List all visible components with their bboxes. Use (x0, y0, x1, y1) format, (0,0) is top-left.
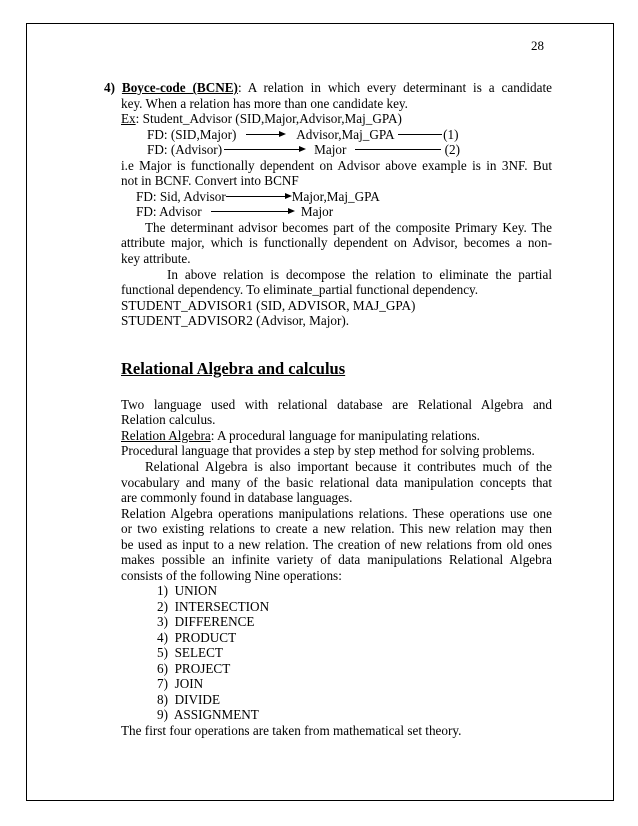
intro-line-1: Two language used with relational database are Relational Algebra and (121, 397, 552, 412)
list-item (157, 692, 220, 707)
operations-line-3: be used as input to a new relation. The creation of new relations from old ones (121, 537, 552, 552)
list-item-label: DIVIDE (174, 692, 221, 707)
fd2-number: (2) (444, 142, 461, 157)
example-label: Ex (121, 111, 136, 126)
list-item-number: 2) (157, 599, 168, 614)
bcnf-definition-line-2: key. When a relation has more than one candidate key. (121, 96, 408, 111)
ie-line-1: i.e Major is functionally dependent on Advisor above example is in 3NF. But (121, 158, 552, 173)
page-number: 28 (531, 38, 544, 53)
determinant-line-2: attribute major, which is functionally dependent on Advisor, becomes a non- (121, 235, 552, 250)
list-item (157, 630, 236, 645)
ie-line-2: not in BCNF. Convert into BCNF (121, 173, 299, 188)
fd-line-2 (147, 142, 460, 157)
list-item-number: 9) (157, 707, 168, 722)
fd-line-4 (136, 204, 333, 219)
fd2-right: Major (314, 142, 347, 157)
list-item (157, 599, 269, 614)
list-item (157, 614, 254, 629)
closing-line: The first four operations are taken from mathematical set theory. (121, 723, 462, 738)
bcnf-definition-line-1 (104, 80, 552, 95)
rule-line (355, 142, 441, 157)
list-item-number: 7) (157, 676, 168, 691)
importance-line-2: vocabulary and many of the basic relational data manipulation concepts that (121, 475, 552, 490)
decompose-line-1: In above relation is decompose the relation to eliminate the partial (167, 267, 552, 282)
decompose-line-2: functional dependency. To eliminate_partial functional dependency. (121, 282, 479, 297)
example-line (121, 111, 402, 126)
list-item-number: 4) (157, 630, 168, 645)
rule-line (398, 127, 442, 142)
list-item-label: PROJECT (174, 661, 231, 676)
relation-algebra-text: : A procedural language for manipulating relations. (210, 428, 480, 443)
importance-line-1: Relational Algebra is also important because it contributes much of the (145, 459, 552, 474)
determinant-line-1: The determinant advisor becomes part of the composite Primary Key. The (145, 220, 552, 235)
list-item (157, 583, 217, 598)
fd2-left: FD: (Advisor) (147, 142, 223, 157)
list-item (157, 676, 203, 691)
arrow-right-icon (226, 189, 292, 204)
operations-line-1: Relation Algebra operations manipulations relations. These operations use one (121, 506, 552, 521)
fd3-right: Major,Maj_GPA (291, 189, 380, 204)
fd4-left: FD: Advisor (136, 204, 202, 219)
list-item-label: JOIN (174, 676, 204, 691)
list-item (157, 645, 223, 660)
list-item-label: INTERSECTION (174, 599, 270, 614)
fd4-right: Major (300, 204, 334, 219)
list-item-number: 1) (157, 583, 168, 598)
fd-line-1 (147, 127, 459, 142)
list-item-number: 5) (157, 645, 168, 660)
list-item-number: 3) (157, 614, 168, 629)
operations-line-2: or two existing relations to create a new relation. This new relation may then (121, 521, 552, 536)
list-item-label: PRODUCT (174, 630, 237, 645)
importance-line-3: are commonly found in database languages. (121, 490, 353, 505)
intro-line-2: Relation calculus. (121, 412, 216, 427)
arrow-right-icon (224, 142, 306, 157)
fd1-right: Advisor,Maj_GPA (296, 127, 394, 142)
operations-line-5: consists of the following Nine operations: (121, 568, 342, 583)
relation-algebra-definition (121, 428, 480, 443)
relation-1: STUDENT_ADVISOR1 (SID, ADVISOR, MAJ_GPA) (121, 298, 416, 313)
arrow-right-icon (246, 127, 286, 142)
operations-line-4: makes possible an infinite variety of data manipulations Relational Algebra (121, 552, 552, 567)
list-item-number: 8) (157, 692, 168, 707)
list-item-label: UNION (174, 583, 218, 598)
list-item-label: SELECT (174, 645, 223, 660)
procedural-line: Procedural language that provides a step by step method for solving problems. (121, 443, 535, 458)
bcnf-title: Boyce-code (BCNE) (121, 80, 238, 95)
fd-line-3 (136, 189, 380, 204)
relation-algebra-label: Relation Algebra (121, 428, 211, 443)
arrow-right-icon (211, 204, 295, 219)
list-item (157, 661, 230, 676)
fd1-number: (1) (443, 127, 459, 142)
list-item-label: DIFFERENCE (174, 614, 255, 629)
determinant-line-3: key attribute. (121, 251, 191, 266)
list-item-number: 6) (157, 661, 168, 676)
example-text: : Student_Advisor (SID,Major,Advisor,Maj_GPA) (135, 111, 402, 126)
section-heading: Relational Algebra and calculus (121, 359, 346, 378)
bcnf-item-number: 4) (104, 80, 115, 95)
list-item (157, 707, 259, 722)
fd3-left: FD: Sid, Advisor (136, 189, 226, 204)
relation-2: STUDENT_ADVISOR2 (Advisor, Major). (121, 313, 350, 328)
fd1-left: FD: (SID,Major) (147, 127, 237, 142)
list-item-label: ASSIGNMENT (173, 707, 259, 722)
bcnf-definition-text: : A relation in which every determinant is a candidate (237, 80, 553, 95)
